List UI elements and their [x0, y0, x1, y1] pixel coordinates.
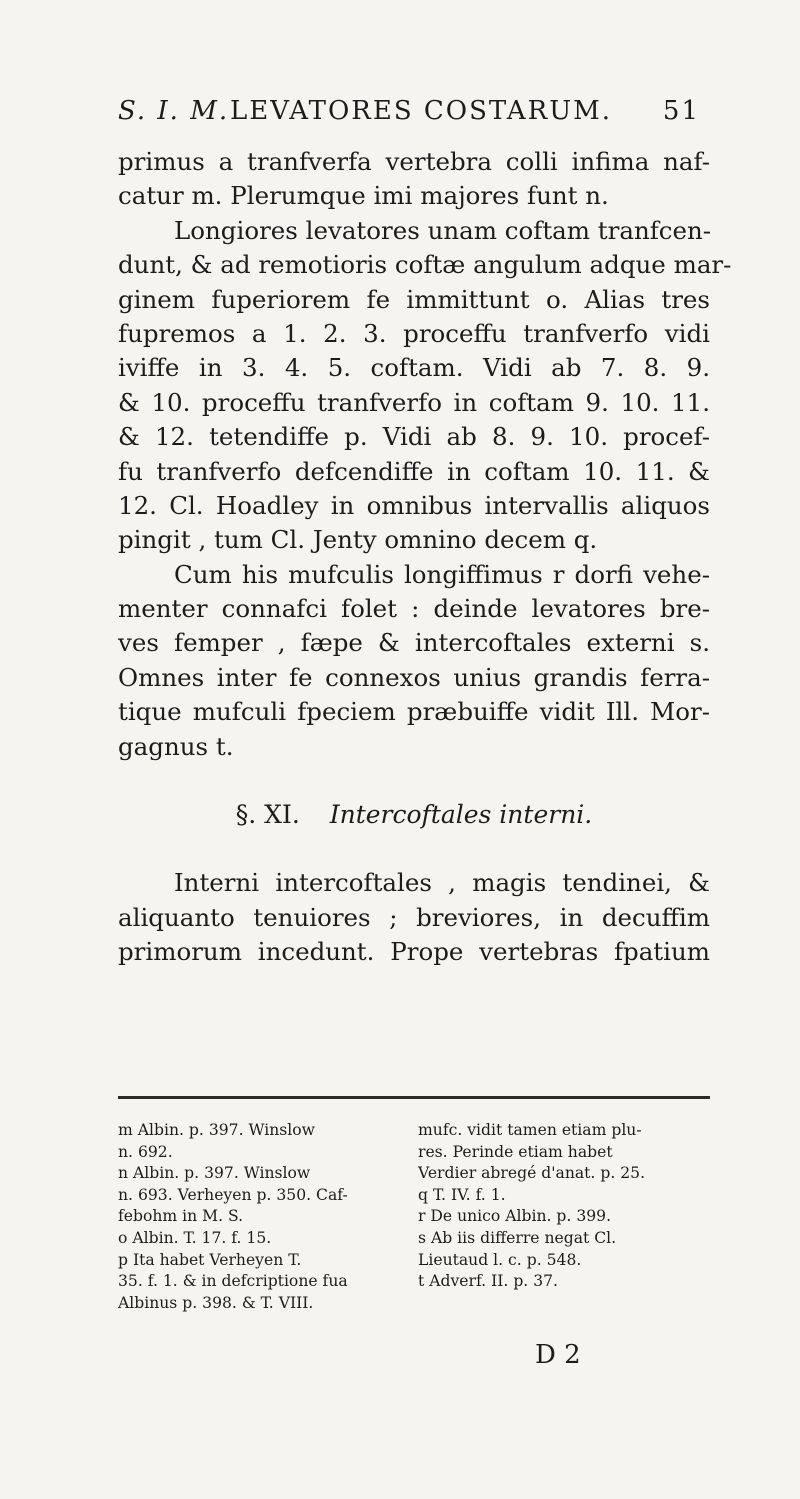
footnote-line: mufc. vidit tamen etiam plu-	[418, 1121, 642, 1139]
footnote-line: r De unico Albin. p. 399.	[418, 1207, 612, 1226]
footnotes-left-column	[118, 1120, 410, 1314]
text-line: fupremos a 1. 2. 3. proceffu tranfverfo vidi	[118, 318, 710, 348]
footnote-divider	[118, 1096, 710, 1099]
footnote-line: febohm in M. S.	[118, 1207, 244, 1226]
text-line: catur m. Plerumque imi majores funt n.	[118, 181, 609, 211]
text-line: & 12. tetendiffe p. Vidi ab 8. 9. 10. procef-	[118, 422, 710, 452]
section-number: §. XI.	[235, 800, 300, 830]
text-line: ves femper , fæpe & intercoftales externi s.	[118, 628, 710, 658]
running-head	[118, 96, 700, 130]
section-title: Intercoftales interni.	[329, 800, 593, 830]
text-line: Longiores levatores unam coftam tranfcen-	[174, 215, 712, 245]
paragraph-4	[118, 866, 710, 969]
text-line: aliquanto tenuiores ; breviores, in decuffim	[118, 902, 710, 932]
page-number: 51	[662, 96, 700, 126]
footnote-line: Verdier abregé d'anat. p. 25.	[418, 1164, 646, 1183]
footnote-line: n. 692.	[118, 1142, 173, 1161]
paragraph-3	[118, 558, 710, 764]
text-line: fu tranfverfo defcendiffe in coftam 10. 11. &	[118, 456, 710, 486]
footnote-line: s Ab iis differre negat Cl.	[418, 1228, 617, 1247]
footnote-line: Lieutaud l. c. p. 548.	[418, 1250, 582, 1269]
text-line: Interni intercoftales , magis tendinei, &	[174, 868, 710, 898]
text-line: 12. Cl. Hoadley in omnibus intervallis aliquos	[118, 490, 710, 520]
text-line: iviffe in 3. 4. 5. coftam. Vidi ab 7. 8. 9.	[118, 353, 710, 383]
paragraph-1	[118, 145, 710, 214]
footnote-line: m Albin. p. 397. Winslow	[118, 1121, 316, 1139]
footnote-line: q T. IV. f. 1.	[418, 1185, 506, 1204]
text-line: primus a tranfverfa vertebra colli infima naf-	[118, 147, 710, 176]
footnote-line: 35. f. 1. & in defcriptione fua	[118, 1272, 348, 1291]
text-line: Cum his mufculis longiffimus r dorfi vehe-	[174, 559, 710, 589]
section-mark: S. I. M.	[118, 96, 230, 126]
text-line: ginem fuperiorem fe immittunt o. Alias tres	[118, 284, 710, 314]
text-line: gagnus t.	[118, 731, 234, 761]
text-line: Omnes inter fe connexos unius grandis ferra-	[118, 662, 710, 692]
footnote-line: Albinus p. 398. & T. VIII.	[118, 1293, 314, 1312]
footnote-line: n Albin. p. 397. Winslow	[118, 1164, 311, 1183]
signature-mark: D 2	[535, 1340, 581, 1370]
footnote-line: n. 693. Verheyen p. 350. Caf-	[118, 1185, 348, 1204]
text-line: primorum incedunt. Prope vertebras fpatium	[118, 937, 710, 967]
main-text	[118, 145, 732, 970]
footnote-line: res. Perinde etiam habet	[418, 1142, 613, 1161]
page-title: LEVATORES COSTARUM.	[230, 96, 612, 126]
footnote-line: p Ita habet Verheyen T.	[118, 1250, 302, 1269]
footnote-line: t Adverf. II. p. 37.	[418, 1272, 559, 1291]
text-line: dunt, & ad remotioris coftæ angulum adque mar-	[118, 250, 732, 280]
text-line: pingit , tum Cl. Jenty omnino decem q.	[118, 525, 598, 555]
section-heading	[118, 798, 710, 832]
paragraph-2	[118, 214, 732, 558]
footnotes-right-column	[418, 1120, 710, 1293]
text-line: & 10. proceffu tranfverfo in coftam 9. 10. 11.	[118, 387, 710, 417]
text-line: menter connafci folet : deinde levatores bre-	[118, 594, 710, 624]
text-line: tique mufculi fpeciem præbuiffe vidit Ill. Mor-	[118, 697, 710, 727]
footnote-line: o Albin. T. 17. f. 15.	[118, 1228, 272, 1247]
